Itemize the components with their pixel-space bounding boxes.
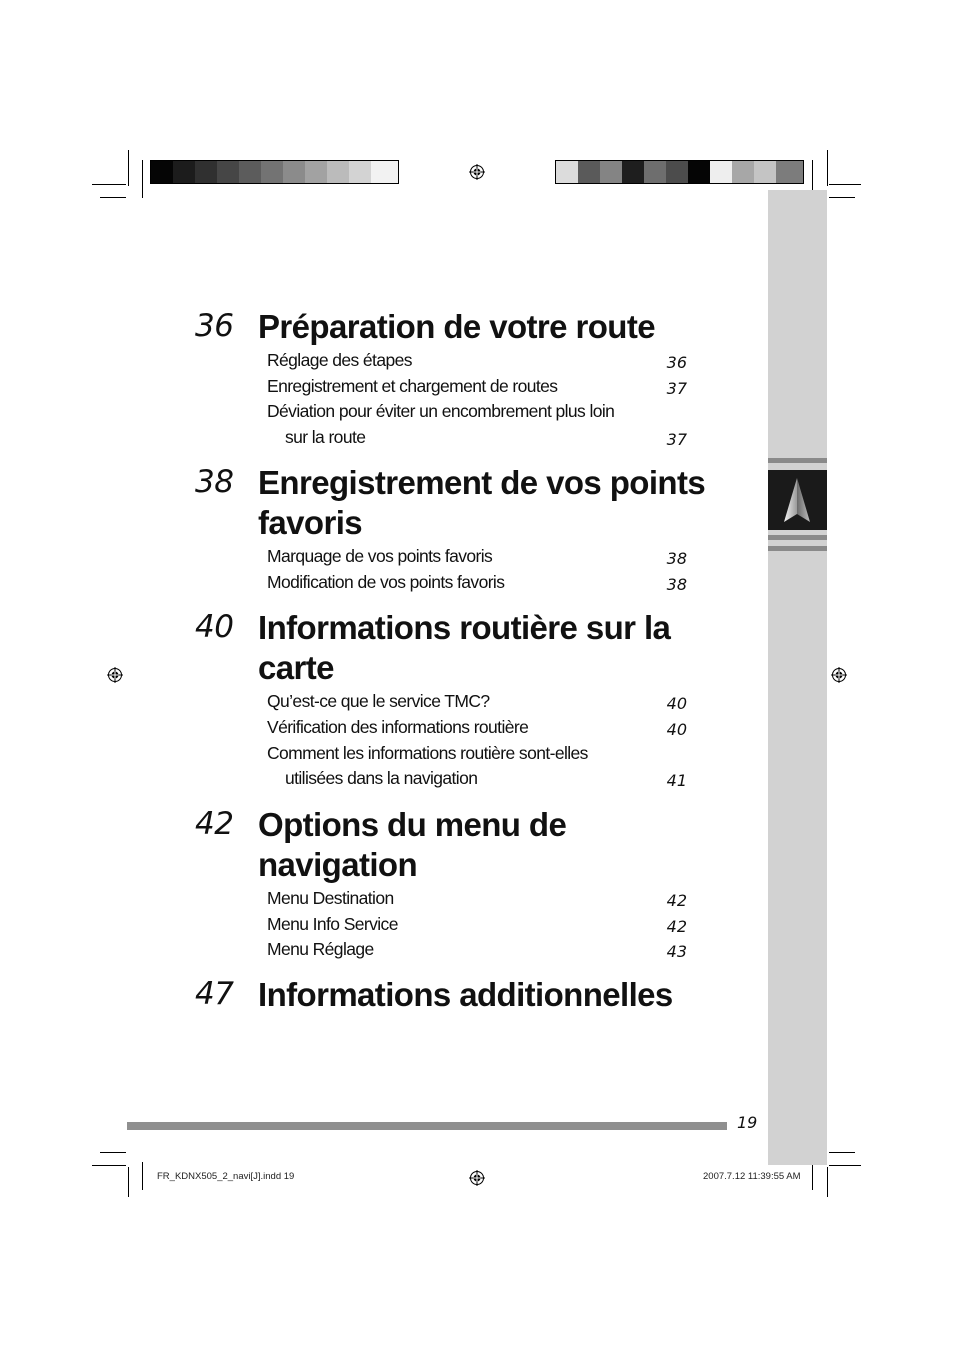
tab-stripe [768, 458, 827, 463]
section-title[interactable]: favoris [258, 504, 363, 541]
toc-entry[interactable]: utilisées dans la navigation [285, 768, 478, 788]
section-title[interactable]: Options du menu de [258, 806, 567, 843]
section-page-number: 38 [195, 464, 234, 500]
toc-entry-page: 42 [666, 917, 687, 936]
toc-entry-page: 37 [666, 430, 687, 449]
toc-entry[interactable]: sur la route [285, 427, 366, 447]
toc-entry-page: 41 [666, 771, 687, 790]
toc-entry-page: 42 [666, 891, 687, 910]
toc-entry-page: 38 [666, 549, 687, 568]
toc-entry-page: 37 [666, 379, 687, 398]
toc-entry-page: 40 [666, 694, 687, 713]
slug-timestamp: 2007.7.12 11:39:55 AM [703, 1171, 801, 1182]
color-bar-left [150, 160, 399, 184]
registration-target-icon [469, 164, 485, 180]
chapter-sidebar [768, 190, 827, 1165]
section-title[interactable]: Informations routière sur la [258, 609, 671, 646]
section-page-number: 47 [195, 976, 234, 1012]
section-title[interactable]: Enregistrement de vos points [258, 464, 706, 501]
toc-entry[interactable]: Marquage de vos points favoris [267, 546, 493, 566]
tab-stripe [768, 535, 827, 540]
toc-entry[interactable]: Qu’est-ce que le service TMC? [267, 691, 490, 711]
slug-filename: FR_KDNX505_2_navi[J].indd 19 [157, 1171, 295, 1182]
registration-target-icon [469, 1170, 485, 1186]
section-title[interactable]: Préparation de votre route [258, 308, 655, 345]
toc-entry-page: 43 [666, 942, 687, 961]
section-title[interactable]: navigation [258, 846, 418, 883]
section-page-number: 36 [195, 308, 234, 344]
section-title[interactable]: Informations additionnelles [258, 976, 673, 1013]
toc-entry[interactable]: Vérification des informations routière [267, 717, 529, 737]
navigation-arrow-icon [777, 476, 817, 524]
page-number: 19 [737, 1113, 758, 1132]
chapter-tab[interactable] [768, 470, 827, 530]
registration-target-icon [831, 667, 847, 683]
toc-entry[interactable]: Comment les informations routière sont-elles [267, 743, 588, 763]
toc-entry-page: 40 [666, 720, 687, 739]
toc-entry[interactable]: Modification de vos points favoris [267, 572, 505, 592]
toc-entry[interactable]: Enregistrement et chargement de routes [267, 376, 558, 396]
toc-entry[interactable]: Menu Destination [267, 888, 394, 908]
toc-entry[interactable]: Menu Réglage [267, 939, 374, 959]
toc-entry-page: 36 [666, 353, 687, 372]
toc-entry-page: 38 [666, 575, 687, 594]
footer-rule [127, 1122, 727, 1130]
toc-entry[interactable]: Réglage des étapes [267, 350, 412, 370]
toc-entry[interactable]: Déviation pour éviter un encombrement plus loin [267, 401, 615, 421]
color-bar-right [555, 160, 804, 184]
tab-stripe [768, 546, 827, 551]
section-page-number: 40 [195, 609, 234, 645]
registration-target-icon [107, 667, 123, 683]
section-title[interactable]: carte [258, 649, 334, 686]
section-page-number: 42 [195, 806, 234, 842]
toc-entry[interactable]: Menu Info Service [267, 914, 398, 934]
